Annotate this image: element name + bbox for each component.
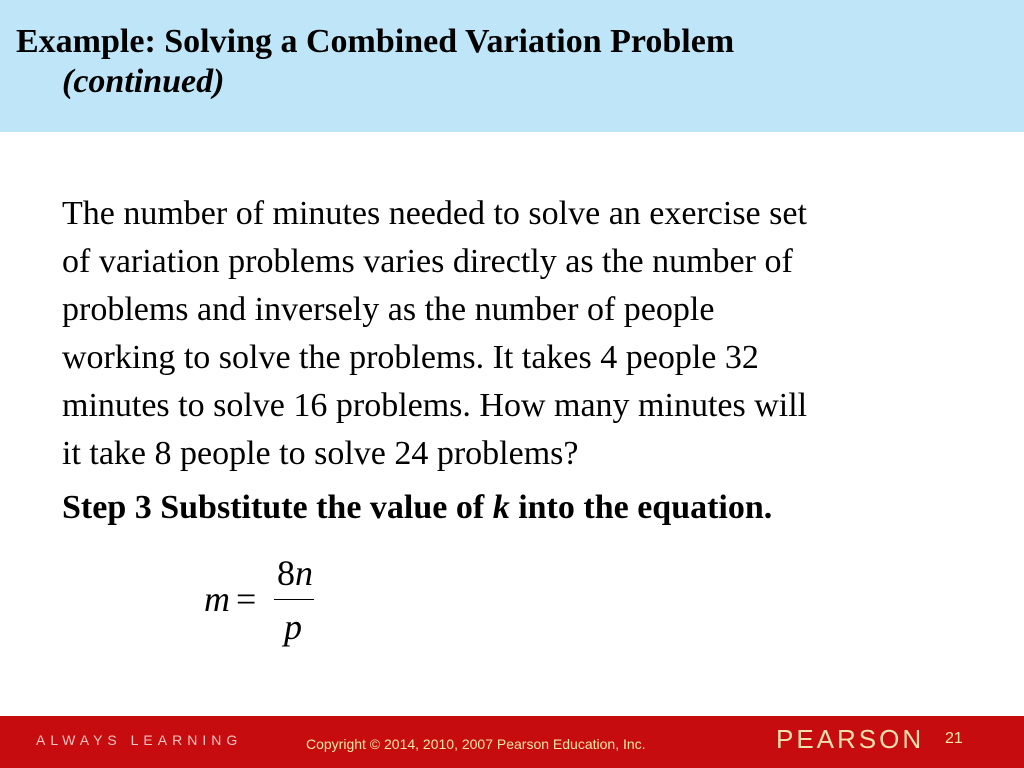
numerator-var: n: [295, 553, 313, 593]
title-band: [0, 0, 1024, 132]
problem-line: of variation problems varies directly as the number of: [62, 243, 793, 280]
problem-line: it take 8 people to solve 24 problems?: [62, 435, 579, 472]
equation-numerator: [277, 552, 313, 594]
footer-copyright: Copyright © 2014, 2010, 2007 Pearson Education, Inc.: [306, 736, 646, 752]
footer-tagline: ALWAYS LEARNING: [36, 732, 243, 748]
problem-line: minutes to solve 16 problems. How many minutes will: [62, 387, 808, 424]
step-suffix: into the equation.: [509, 489, 773, 526]
equation-equals: =: [236, 579, 257, 619]
equation-lhs-var: m: [204, 579, 230, 619]
page-number: 21: [945, 730, 963, 747]
equation: [200, 548, 330, 658]
problem-statement: [62, 190, 962, 478]
problem-line: The number of minutes needed to solve an exercise set: [62, 195, 807, 232]
fraction-bar: [274, 599, 314, 600]
step-instruction: [62, 486, 772, 530]
pearson-logo: PEARSON: [776, 724, 925, 754]
title-continued: (continued): [62, 63, 225, 100]
problem-line: working to solve the problems. It takes 4 people 32: [62, 339, 759, 376]
equation-denominator: p: [284, 607, 302, 647]
step-prefix: Step 3 Substitute the value of: [62, 489, 493, 526]
footer-bar: [0, 716, 1024, 768]
numerator-digit: 8: [277, 553, 295, 593]
slide-title: [16, 22, 734, 102]
step-variable: k: [492, 489, 510, 526]
problem-line: problems and inversely as the number of people: [62, 291, 715, 328]
equation-lhs: [204, 578, 256, 620]
title-text: Example: Solving a Combined Variation Problem: [16, 23, 735, 60]
